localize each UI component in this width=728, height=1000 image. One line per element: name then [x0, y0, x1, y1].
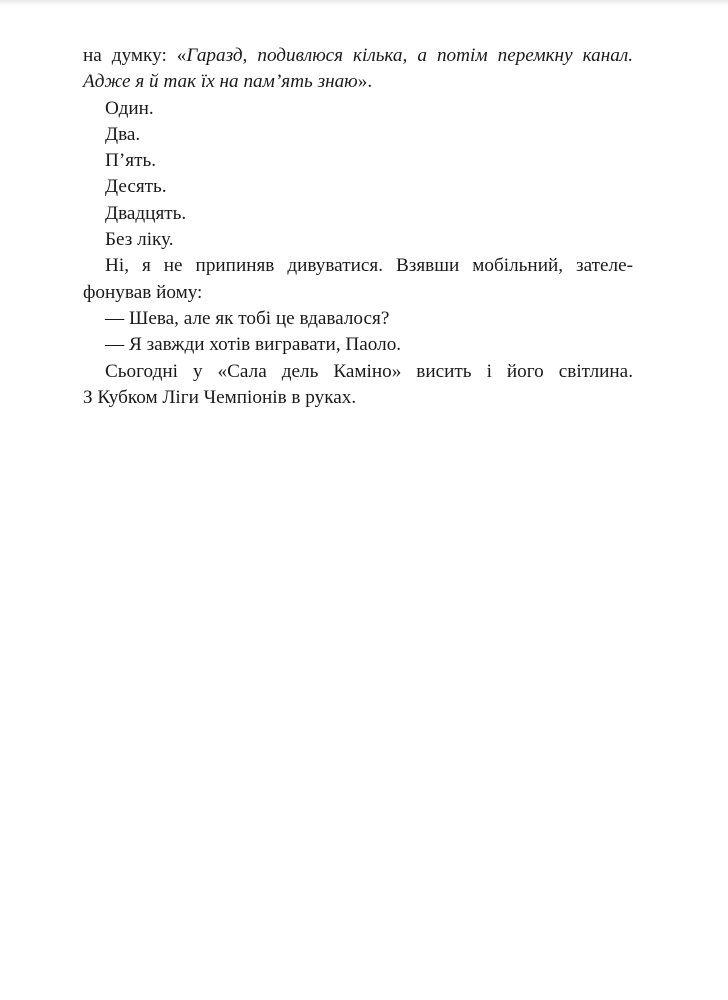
book-text [83, 43, 633, 411]
text-span: ». [357, 71, 373, 93]
text-line: — Шева, але як тобі це вдавалося? [105, 307, 390, 329]
italic-quote: Гаразд, подивлюся кілька, а потім перемкну канал. [186, 45, 633, 66]
text-span: на думку: « [83, 45, 187, 66]
text-line: фонував йому: [83, 281, 203, 303]
text-line: Ні, я не припиняв дивуватися. Взявши мобільний, зателе- [105, 255, 633, 277]
text-line: Сьогодні у «Сала дель Каміно» висить і його світлина. [105, 360, 633, 382]
text-line [83, 69, 633, 95]
text-line: П’ять. [105, 150, 157, 172]
text-line: Один. [105, 97, 154, 119]
text-line: — Я завжди хотів вигравати, Паоло. [105, 334, 402, 356]
text-line: Без ліку. [105, 229, 174, 251]
text-line: Двадцять. [105, 202, 187, 224]
text-line: З Кубком Ліги Чемпіонів в руках. [83, 386, 357, 408]
top-edge-shadow [0, 0, 728, 6]
text-line: Десять. [105, 176, 167, 198]
text-line: Два. [105, 123, 141, 145]
italic-quote: Адже я й так їх на пам’ять знаю [83, 71, 358, 93]
text-line [83, 43, 633, 69]
